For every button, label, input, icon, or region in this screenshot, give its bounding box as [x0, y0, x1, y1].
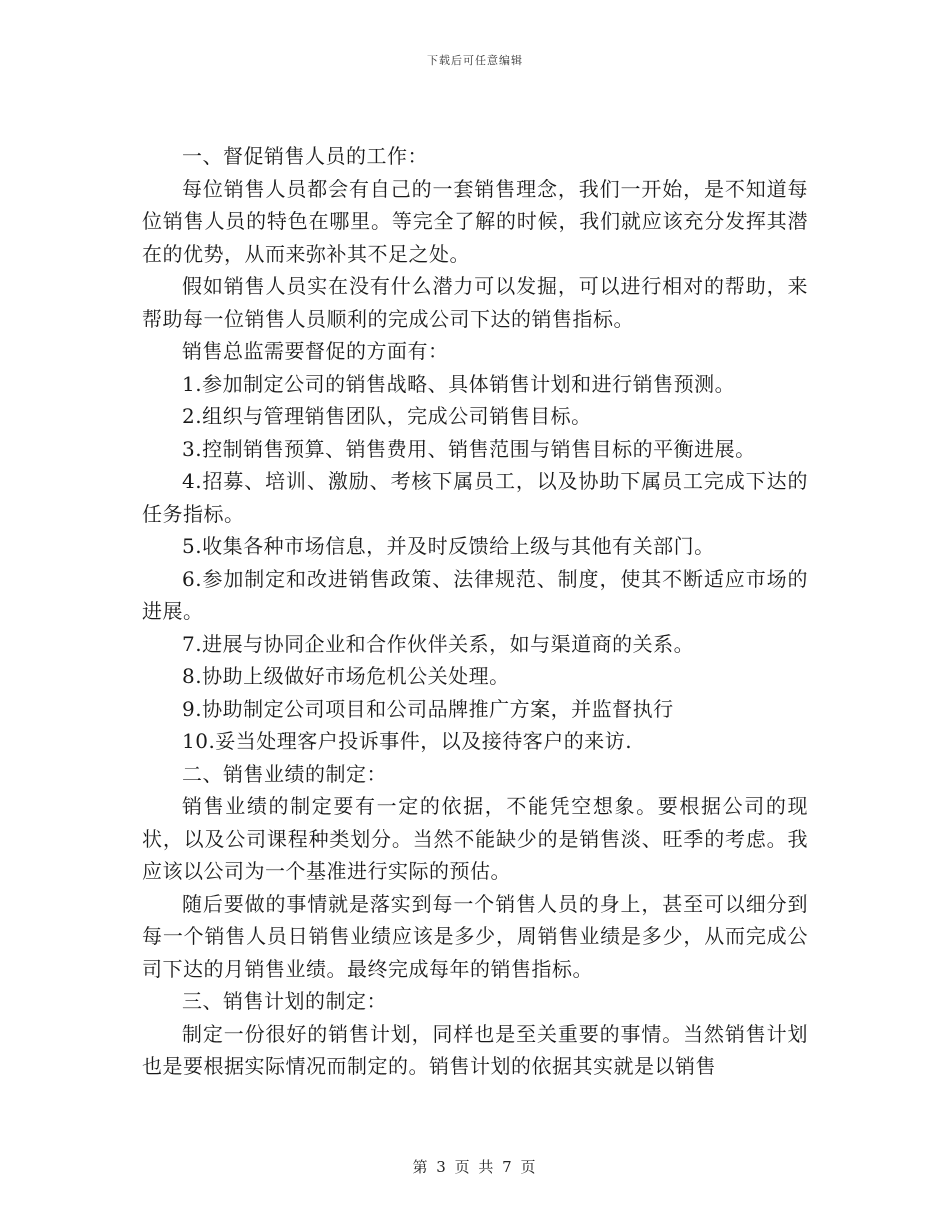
paragraph: 销售业绩的制定要有一定的依据，不能凭空想象。要根据公司的现状，以及公司课程种类划分。当然不能缺少的是销售淡、旺季的考虑。我应该以公司为一个基准进行实际的预估。: [142, 794, 808, 883]
paragraph: 销售总监需要督促的方面有：: [182, 339, 449, 363]
page-header: 下载后可任意编辑: [427, 54, 523, 67]
list-item: 9.协助制定公司项目和公司品牌推广方案，并监督执行: [182, 696, 674, 721]
list-item: 3.控制销售预算、销售费用、销售范围与销售目标的平衡进展。: [182, 436, 756, 461]
list-item: 6.参加制定和改进销售政策、法律规范、制度，使其不断适应市场的进展。: [142, 566, 808, 623]
list-item: 8.协助上级做好市场危机公关处理。: [182, 664, 510, 688]
paragraph: 制定一份很好的销售计划，同样也是至关重要的事情。当然销售计划也是要根据实际情况而制定的。销售计划的依据其实就是以销售: [142, 1021, 808, 1078]
page-number: 第 3 页 共 7 页: [412, 1158, 538, 1176]
list-item: 10.妥当处理客户投诉事件，以及接待客户的来访.: [182, 729, 633, 753]
section-heading-1: 一、督促销售人员的工作：: [182, 144, 428, 168]
section-heading-2: 二、销售业绩的制定：: [182, 761, 387, 786]
list-item: 1.参加制定公司的销售战略、具体销售计划和进行销售预测。: [182, 371, 736, 396]
paragraph: 随后要做的事情就是落实到每一个销售人员的身上，甚至可以细分到每一个销售人员日销售业绩应该是多少，周销售业绩是多少，从而完成公司下达的月销售业绩。最终完成每年的销售指标。: [142, 891, 808, 981]
list-item: 7.进展与协同企业和合作伙伴关系，如与渠道商的关系。: [182, 631, 695, 656]
paragraph: 每位销售人员都会有自己的一套销售理念，我们一开始，是不知道每位销售人员的特色在哪里。等完全了解的时候，我们就应该充分发挥其潜在的优势，从而来弥补其不足之处。: [142, 176, 808, 266]
paragraph: 假如销售人员实在没有什么潜力可以发掘，可以进行相对的帮助，来帮助每一位销售人员顺利的完成公司下达的销售指标。: [142, 274, 808, 331]
section-heading-3: 三、销售计划的制定：: [182, 989, 387, 1013]
document-body: [142, 140, 808, 1083]
list-item: 2.组织与管理销售团队，完成公司销售目标。: [182, 404, 592, 428]
list-item: 4.招募、培训、激励、考核下属员工，以及协助下属员工完成下达的任务指标。: [142, 469, 808, 526]
list-item: 5.收集各种市场信息，并及时反馈给上级与其他有关部门。: [182, 534, 715, 558]
